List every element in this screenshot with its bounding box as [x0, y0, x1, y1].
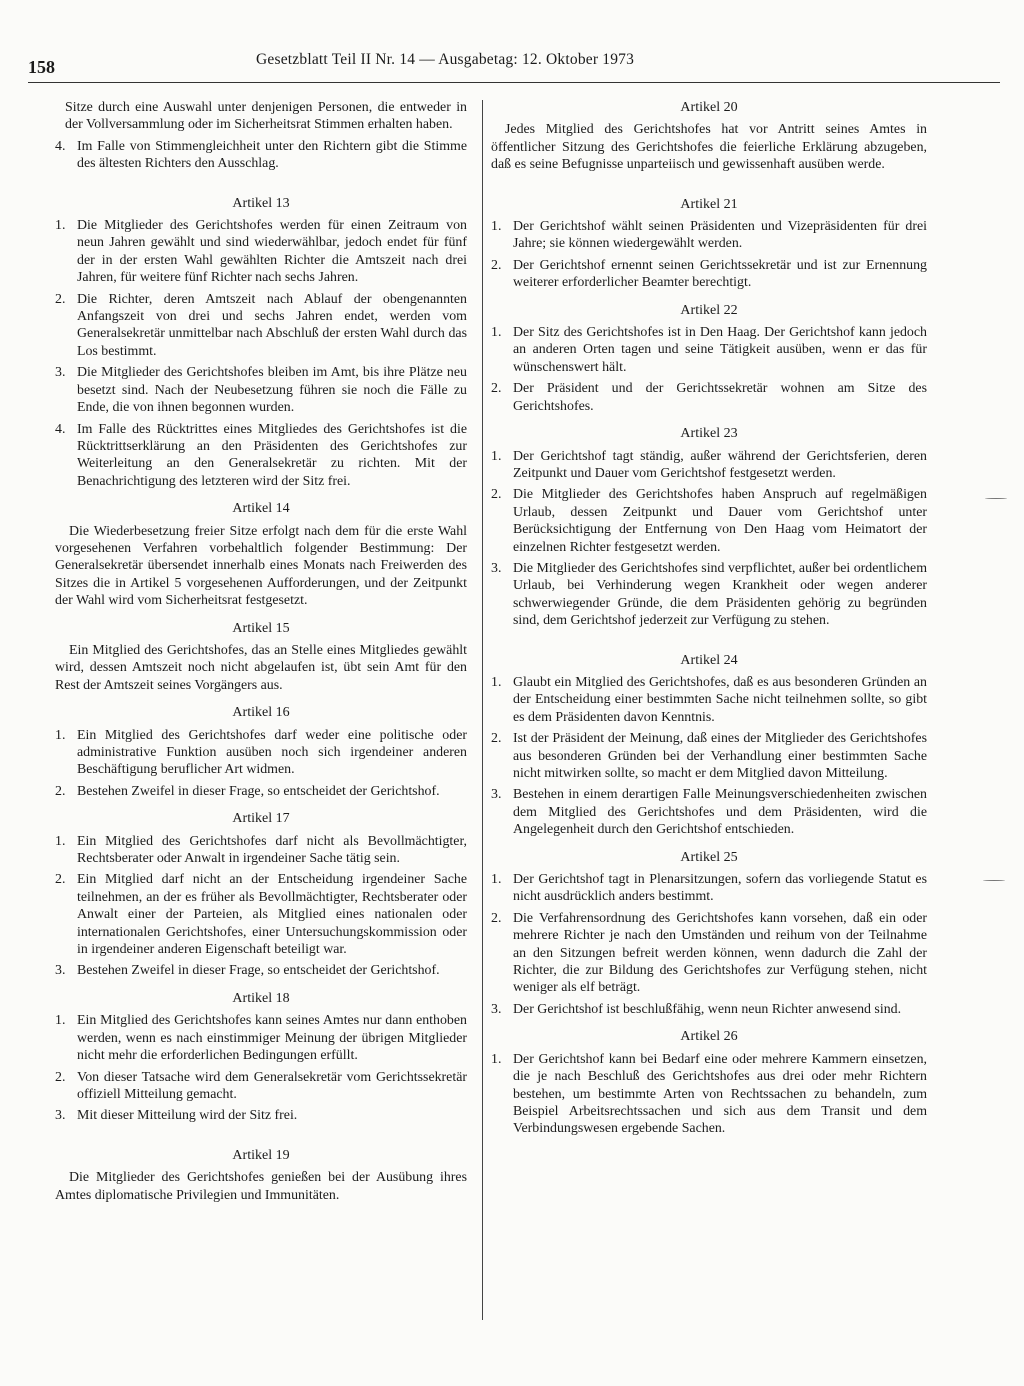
margin-mark: [985, 498, 1007, 499]
running-title: Gesetzblatt Teil II Nr. 14 — Ausgabetag: 12. Oktober 1973: [256, 51, 635, 68]
list-item: 2. Ein Mitglied darf nicht an der Entscheidung irgendeiner Sache teilnehmen, an der es früher als Bevollmächtigter, Rechtsberater oder Anwalt einer der Parteien, als Mitglied eines nationalen oder internationalen Gerichtshofes, einer Untersuchungskommission oder in irgendeiner anderen Eigenschaft beteiligt war.: [55, 872, 467, 958]
list-item: 4. Im Falle von Stimmengleichheit unter den Richtern gibt die Stimme des ältesten Richters den Ausschlag.: [55, 138, 467, 172]
article-heading: Artikel 19: [232, 1147, 290, 1163]
list-item: 2. Der Gerichtshof ernennt seinen Gerichtssekretär und ist zur Ernennung weiterer erforderlicher Beamter berechtigt.: [491, 257, 927, 291]
list-item: 2. Die Mitglieder des Gerichtshofes haben Anspruch auf regelmäßigen Urlaub, dessen Zeitpunkt und Dauer vom Gerichtshof unter Berücksichtigung der Entfernung von Den Haag vom Heimatort der einzelnen Richter festgesetzt werden.: [491, 487, 927, 555]
article-heading: Artikel 26: [680, 1029, 738, 1045]
list-item: 2. Die Verfahrensordnung des Gerichtshofes kann vorsehen, daß ein oder mehrere Richter je nach den Umständen und reihum von der Teilnahme an den Sitzungen befreit werden können, wenn dadurch die Zahl der Richter, die zur Bildung des Gerichtshofes zur Verfügung stehen, nicht weniger als elf beträgt.: [491, 910, 927, 996]
article-heading: Artikel 20: [680, 100, 738, 115]
list-item: 3. Die Mitglieder des Gerichtshofes sind verpflichtet, außer bei ordentlichem Urlaub, bei Verhinderung wegen Krankheit oder wegen anderer schwerwiegender Gründe, die dem Präsidenten gehörig zu begründen sind, dem Gerichtshof jederzeit zur Verfügung zu stehen.: [491, 560, 927, 629]
page-header: [28, 47, 1000, 77]
list-item: 3. Bestehen Zweifel in dieser Frage, so entscheidet der Gerichtshof.: [55, 963, 440, 979]
list-item: 1. Ein Mitglied des Gerichtshofes kann seines Amtes nur dann enthoben werden, wenn es nach einstimmiger Meinung der übrigen Mitglieder nicht mehr die erforderlichen Bedingungen erfüllt.: [55, 1013, 467, 1064]
article-heading: Artikel 22: [680, 302, 738, 318]
list-item: 1. Der Gerichtshof tagt ständig, außer während der Gerichtsferien, deren Zeitpunkt und Dauer vom Gerichtshof festgesetzt werden.: [491, 448, 927, 481]
continued-paragraph: Sitze durch eine Auswahl unter denjenigen Personen, die entweder in der Vollversammlung oder im Sicherheitsrat Stimmen erhalten haben.: [65, 100, 467, 133]
list-item: 1. Der Gerichtshof kann bei Bedarf eine oder mehrere Kammern einsetzen, die je nach Beschluß des Gerichtshofes aus drei oder mehr Richtern bestehen, um bestimmte Arten von Rechtssachen zu behandeln, zum Beispiel Arbeitsrechtssachen und sich aus dem Transit und dem Verbindungswesen ergebende Sachen.: [491, 1051, 927, 1137]
article-paragraph: Ein Mitglied des Gerichtshofes, das an Stelle eines Mitgliedes gewählt wird, dessen Amtszeit noch nicht abgelaufen ist, übt sein Amt für den Rest der Amtszeit seines Vorgängers aus.: [55, 642, 467, 693]
article-heading: Artikel 14: [232, 501, 290, 517]
page-number: 158: [28, 57, 55, 77]
list-item: 2. Die Richter, deren Amtszeit nach Ablauf der obengenannten Anfangszeit von drei und sechs Jahren endet, werden vom Generalsekretär unmittelbar nach Abschluß der ersten Wahl durch das Los bestimmt.: [55, 291, 467, 359]
list-item: 2. Der Präsident und der Gerichtssekretär wohnen am Sitze des Gerichtshofes.: [491, 381, 927, 414]
list-item: 1. Der Gerichtshof wählt seinen Präsidenten und Vizepräsidenten für drei Jahre; sie können wiedergewählt werden.: [491, 219, 927, 252]
list-item: 2. Von dieser Tatsache wird dem Generalsekretär vom Gerichtssekretär offiziell Mitteilung gemacht.: [55, 1069, 467, 1102]
list-item: 3. Die Mitglieder des Gerichtshofes bleiben im Amt, bis ihre Plätze neu besetzt sind. Nach der Neubesetzung führen sie noch die Fälle zu Ende, die von ihnen begonnen wurden.: [55, 365, 467, 416]
article-heading: Artikel 23: [680, 426, 738, 442]
list-item: 3. Mit dieser Mitteilung wird der Sitz frei.: [55, 1108, 298, 1124]
article-heading: Artikel 17: [232, 811, 290, 827]
article-paragraph: Die Mitglieder des Gerichtshofes genießen bei der Ausübung ihres Amtes diplomatische Privilegien und Immunitäten.: [55, 1170, 467, 1203]
article-heading: Artikel 24: [680, 652, 738, 668]
article-heading: Artikel 21: [680, 196, 738, 212]
list-item: 1. Der Sitz des Gerichtshofes ist in Den Haag. Der Gerichtshof kann jedoch an anderen Orten tagen und seine Tätigkeit ausüben, wenn er das für wünschenswert hält.: [491, 325, 927, 375]
right-column: [491, 99, 927, 1142]
list-item: 1. Die Mitglieder des Gerichtshofes werden für einen Zeitraum von neun Jahren gewählt und sind wiederwählbar, jedoch endet für fünf der in der ersten Wahl gewählten Richter die Amtszeit nach drei Jahren, für weitere fünf Richter nach sechs Jahren.: [55, 218, 467, 286]
article-heading: Artikel 18: [232, 990, 290, 1006]
article-heading: Artikel 13: [232, 195, 290, 211]
list-item: 1. Ein Mitglied des Gerichtshofes darf weder eine politische oder administrative Funktion ausüben noch sich irgendeiner anderen Beschäftigung beruflicher Art widmen.: [55, 727, 467, 778]
article-paragraph: Jedes Mitglied des Gerichtshofes hat vor Antritt seines Amtes in öffentlicher Sitzung des Gerichtshofes die feierliche Erklärung abzugeben, daß es seine Befugnisse unparteiisch und gewissenhaft ausüben werde.: [491, 122, 927, 173]
list-item: 1. Glaubt ein Mitglied des Gerichtshofes, daß es aus besonderen Gründen an der Entscheidung einer bestimmten Sache nicht teilnehmen sollte, so gibt es dem Präsidenten davon Kenntnis.: [491, 674, 927, 725]
list-item: 2. Ist der Präsident der Meinung, daß eines der Mitglieder des Gerichtshofes aus besonderen Gründen bei der Verhandlung einer bestimmten Sache nicht mitwirken sollte, so macht er dem Mitglied davon Mitteilung.: [491, 731, 927, 781]
list-item: 3. Bestehen in einem derartigen Falle Meinungsverschiedenheiten zwischen dem Mitglied des Gerichtshofes und dem Präsidenten, wird die Angelegenheit durch den Gerichtshof entschieden.: [491, 787, 927, 838]
margin-mark: [983, 880, 1005, 881]
list-item: 1. Ein Mitglied des Gerichtshofes darf nicht als Bevollmächtigter, Rechtsberater oder Anwalt in irgendeiner Sache tätig sein.: [55, 833, 467, 867]
article-heading: Artikel 25: [680, 849, 738, 865]
article-heading: Artikel 16: [232, 705, 290, 721]
list-item: 3. Der Gerichtshof ist beschlußfähig, wenn neun Richter anwesend sind.: [491, 1001, 902, 1017]
list-item: 4. Im Falle des Rücktrittes eines Mitgliedes des Gerichtshofes ist die Rücktrittserklärung an den Präsidenten des Gerichtshofes zur Weiterleitung an den Generalsekretär zu richten. Mit der Benachrichtigung des letzteren wird der Sitz frei.: [55, 421, 467, 489]
article-paragraph: Die Wiederbesetzung freier Sitze erfolgt nach dem für die erste Wahl vorgesehenen Verfahren vorbehaltlich folgender Bestimmung: Der Generalsekretär übersendet innerhalb eines Monats nach Freiwerden des Sitzes die in Artikel 5 vorgesehenen Aufforderungen, und der Zeitpunkt der Wahl wird vom Sicherheitsrat festgesetzt.: [55, 523, 467, 609]
column-divider: [482, 100, 483, 1320]
header-rule: [28, 82, 1000, 83]
left-column: [55, 99, 467, 1208]
list-item: 2. Bestehen Zweifel in dieser Frage, so entscheidet der Gerichtshof.: [55, 783, 440, 799]
article-heading: Artikel 15: [232, 620, 290, 636]
list-item: 1. Der Gerichtshof tagt in Plenarsitzungen, sofern das vorliegende Statut es nicht ausdrücklich anders bestimmt.: [491, 872, 927, 905]
